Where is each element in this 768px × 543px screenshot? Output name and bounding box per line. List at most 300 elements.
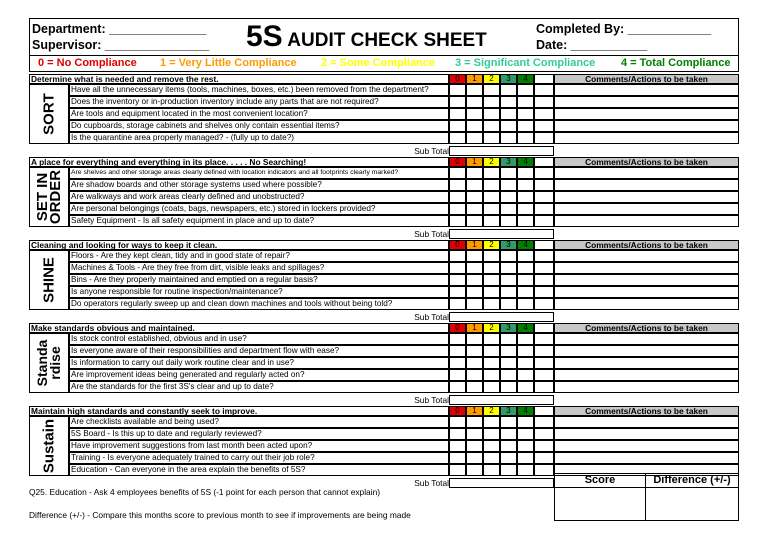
score-cell-0[interactable] — [449, 369, 466, 381]
score-extra-cell[interactable] — [534, 179, 554, 191]
score-cell-4[interactable] — [517, 369, 534, 381]
comments-header: Comments/Actions to be taken — [554, 323, 739, 333]
comments-header: Comments/Actions to be taken — [554, 157, 739, 167]
score-cell-2[interactable] — [483, 203, 500, 215]
score-cell-3[interactable] — [500, 464, 517, 476]
completed-by-field[interactable]: Completed By: ____________ — [536, 22, 712, 36]
section-name: SET IN ORDER — [34, 169, 64, 225]
score-extra-cell[interactable] — [534, 167, 554, 179]
score-extra-cell[interactable] — [534, 274, 554, 286]
checklist-row — [29, 333, 739, 345]
legend-item: 4 = Total Compliance — [621, 57, 731, 69]
comment-cell[interactable] — [554, 120, 739, 132]
score-cell-1[interactable] — [466, 286, 483, 298]
comments-header: Comments/Actions to be taken — [554, 74, 739, 84]
comments-header: Comments/Actions to be taken — [554, 406, 739, 416]
score-cell-3[interactable] — [500, 84, 517, 96]
score-extra-cell[interactable] — [534, 369, 554, 381]
comment-cell[interactable] — [554, 416, 739, 428]
score-cell-1[interactable] — [466, 464, 483, 476]
question-text: Is information to carry out daily work routine clear and in use? — [69, 357, 449, 369]
score-cell-0[interactable] — [449, 108, 466, 120]
score-cell-3[interactable] — [500, 132, 517, 144]
question-text: Are tools and equipment located in the most convenient location? — [69, 108, 449, 120]
difference-label: Difference (+/-) — [646, 474, 738, 488]
score-header-3: 3 — [500, 74, 517, 84]
score-extra-cell[interactable] — [534, 215, 554, 227]
comment-cell[interactable] — [554, 298, 739, 310]
checklist-row — [29, 84, 739, 96]
question-text: Have improvement suggestions from last month been acted upon? — [69, 440, 449, 452]
score-extra-cell[interactable] — [534, 120, 554, 132]
legend-item: 3 = Significant Compliance — [455, 57, 596, 69]
subtotal-row — [29, 146, 739, 156]
score-cell-3[interactable] — [500, 381, 517, 393]
q25-note: Q25. Education - Ask 4 employees benefits of 5S (-1 point for each person that cannot explain) — [29, 487, 381, 497]
score-cell-1[interactable] — [466, 132, 483, 144]
question-text: Do operators regularly sweep up and clean down machines and tools without being told? — [69, 298, 449, 310]
score-cell-2[interactable] — [483, 464, 500, 476]
question-text: Does the inventory or in-production inventory include any parts that are not required? — [69, 96, 449, 108]
comment-cell[interactable] — [554, 215, 739, 227]
score-header-1: 1 — [466, 240, 483, 250]
score-extra-cell[interactable] — [534, 96, 554, 108]
score-header-2: 2 — [483, 323, 500, 333]
question-text: Bins - Are they properly maintained and emptied on a regular basis? — [69, 274, 449, 286]
legend-item: 0 = No Compliance — [38, 57, 137, 69]
score-cell-3[interactable] — [500, 428, 517, 440]
score-cell-0[interactable] — [449, 120, 466, 132]
score-cell-0[interactable] — [449, 464, 466, 476]
comment-cell[interactable] — [554, 428, 739, 440]
score-cell-0[interactable] — [449, 132, 466, 144]
score-cell-0[interactable] — [449, 274, 466, 286]
checklist-row — [29, 440, 739, 452]
subtotal-label: Sub Total — [414, 478, 449, 488]
score-extra-cell[interactable] — [534, 345, 554, 357]
subtotal-label: Sub Total — [414, 395, 449, 405]
subtotal-label: Sub Total — [414, 229, 449, 239]
score-cell-0[interactable] — [449, 440, 466, 452]
score-cell-2[interactable] — [483, 250, 500, 262]
checklist-row — [29, 345, 739, 357]
checklist-row — [29, 203, 739, 215]
score-cell-1[interactable] — [466, 369, 483, 381]
score-header-4: 4 — [517, 406, 534, 416]
score-cell-2[interactable] — [483, 274, 500, 286]
score-cell-0[interactable] — [449, 262, 466, 274]
score-cell-3[interactable] — [500, 333, 517, 345]
score-cell-2[interactable] — [483, 179, 500, 191]
comment-cell[interactable] — [554, 452, 739, 464]
score-extra-cell[interactable] — [534, 452, 554, 464]
score-cell-0[interactable] — [449, 84, 466, 96]
score-cell-3[interactable] — [500, 96, 517, 108]
question-text: Are checklists available and being used? — [69, 416, 449, 428]
supervisor-field[interactable]: Supervisor: _______________ — [32, 38, 210, 52]
score-cell-4[interactable] — [517, 452, 534, 464]
question-text: 5S Board - Is this up to date and regularly reviewed? — [69, 428, 449, 440]
score-header-1: 1 — [466, 157, 483, 167]
checklist-row — [29, 120, 739, 132]
score-cell-1[interactable] — [466, 84, 483, 96]
score-cell-4[interactable] — [517, 381, 534, 393]
score-cell-2[interactable] — [483, 132, 500, 144]
score-header-2: 2 — [483, 240, 500, 250]
score-cell-1[interactable] — [466, 250, 483, 262]
question-text: Are personal belongings (coats, bags, newspapers, etc.) stored in lockers provided? — [69, 203, 449, 215]
question-text: Have all the unnecessary items (tools, machines, boxes, etc.) been removed from the department? — [69, 84, 449, 96]
section-name: Sustain — [40, 418, 58, 474]
legend-item: 2 = Some Compliance — [321, 57, 436, 69]
score-cell-1[interactable] — [466, 108, 483, 120]
score-header-0: 0 — [449, 323, 466, 333]
checklist-row — [29, 428, 739, 440]
checklist-row — [29, 452, 739, 464]
score-cell-1[interactable] — [466, 345, 483, 357]
score-box[interactable] — [554, 473, 646, 521]
subtotal-label: Sub Total — [414, 146, 449, 156]
checklist-row — [29, 286, 739, 298]
score-cell-1[interactable] — [466, 428, 483, 440]
score-cell-2[interactable] — [483, 333, 500, 345]
subtotal-row — [29, 395, 739, 405]
score-cell-3[interactable] — [500, 357, 517, 369]
score-cell-0[interactable] — [449, 179, 466, 191]
comment-cell[interactable] — [554, 84, 739, 96]
score-cell-2[interactable] — [483, 215, 500, 227]
score-cell-4[interactable] — [517, 440, 534, 452]
sheet-title — [246, 19, 487, 59]
comment-cell[interactable] — [554, 203, 739, 215]
score-cell-3[interactable] — [500, 120, 517, 132]
score-extra-cell[interactable] — [534, 381, 554, 393]
score-cell-3[interactable] — [500, 191, 517, 203]
comment-cell[interactable] — [554, 179, 739, 191]
checklist-row — [29, 262, 739, 274]
score-cell-2[interactable] — [483, 108, 500, 120]
section-heading-row — [29, 240, 739, 250]
score-extra-cell[interactable] — [534, 262, 554, 274]
score-cell-0[interactable] — [449, 452, 466, 464]
section-heading-row — [29, 74, 739, 84]
score-header-0: 0 — [449, 74, 466, 84]
question-text: Machines & Tools - Are they free from dirt, visible leaks and spillages? — [69, 262, 449, 274]
score-cell-1[interactable] — [466, 416, 483, 428]
score-cell-4[interactable] — [517, 120, 534, 132]
score-cell-2[interactable] — [483, 167, 500, 179]
score-cell-3[interactable] — [500, 345, 517, 357]
title-rest: AUDIT CHECK SHEET — [282, 30, 487, 51]
score-cell-1[interactable] — [466, 262, 483, 274]
score-extra-cell[interactable] — [534, 191, 554, 203]
score-cell-4[interactable] — [517, 215, 534, 227]
subtotal-field[interactable] — [449, 395, 554, 405]
score-cell-2[interactable] — [483, 416, 500, 428]
score-cell-0[interactable] — [449, 345, 466, 357]
comment-cell[interactable] — [554, 286, 739, 298]
score-cell-1[interactable] — [466, 191, 483, 203]
checklist-row — [29, 357, 739, 369]
checklist-row — [29, 179, 739, 191]
comment-cell[interactable] — [554, 357, 739, 369]
comment-cell[interactable] — [554, 191, 739, 203]
score-cell-1[interactable] — [466, 215, 483, 227]
score-cell-3[interactable] — [500, 286, 517, 298]
comment-cell[interactable] — [554, 381, 739, 393]
score-cell-0[interactable] — [449, 96, 466, 108]
question-text: Is the quarantine area properly managed? - (fully up to date?) — [69, 132, 449, 144]
score-cell-2[interactable] — [483, 286, 500, 298]
comment-cell[interactable] — [554, 262, 739, 274]
score-extra-cell[interactable] — [534, 132, 554, 144]
score-cell-3[interactable] — [500, 262, 517, 274]
checklist-row — [29, 132, 739, 144]
score-cell-3[interactable] — [500, 108, 517, 120]
score-header-4: 4 — [517, 157, 534, 167]
score-spacer — [534, 406, 554, 416]
score-cell-1[interactable] — [466, 357, 483, 369]
score-header-3: 3 — [500, 240, 517, 250]
score-cell-1[interactable] — [466, 179, 483, 191]
score-cell-0[interactable] — [449, 250, 466, 262]
checklist-row — [29, 108, 739, 120]
score-cell-0[interactable] — [449, 333, 466, 345]
score-cell-4[interactable] — [517, 250, 534, 262]
score-header-3: 3 — [500, 157, 517, 167]
score-cell-3[interactable] — [500, 274, 517, 286]
score-cell-2[interactable] — [483, 120, 500, 132]
score-cell-0[interactable] — [449, 381, 466, 393]
score-cell-1[interactable] — [466, 167, 483, 179]
score-cell-4[interactable] — [517, 96, 534, 108]
score-cell-0[interactable] — [449, 357, 466, 369]
score-cell-4[interactable] — [517, 203, 534, 215]
question-text: Training - Is everyone adequately trained to carry out their job role? — [69, 452, 449, 464]
score-cell-3[interactable] — [500, 452, 517, 464]
subtotal-field[interactable] — [449, 312, 554, 322]
score-cell-4[interactable] — [517, 108, 534, 120]
score-label: Score — [555, 474, 645, 488]
score-header-1: 1 — [466, 74, 483, 84]
score-header-3: 3 — [500, 323, 517, 333]
score-cell-4[interactable] — [517, 84, 534, 96]
score-cell-1[interactable] — [466, 274, 483, 286]
audit-sheet — [29, 18, 739, 521]
score-cell-2[interactable] — [483, 191, 500, 203]
score-extra-cell[interactable] — [534, 286, 554, 298]
score-cell-4[interactable] — [517, 464, 534, 476]
score-cell-4[interactable] — [517, 286, 534, 298]
score-cell-2[interactable] — [483, 262, 500, 274]
score-cell-1[interactable] — [466, 298, 483, 310]
legend-item: 1 = Very Little Compliance — [160, 57, 297, 69]
score-extra-cell[interactable] — [534, 464, 554, 476]
score-cell-1[interactable] — [466, 440, 483, 452]
score-extra-cell[interactable] — [534, 250, 554, 262]
score-cell-3[interactable] — [500, 203, 517, 215]
question-text: Safety Equipment - Is all safety equipment in place and up to date? — [69, 215, 449, 227]
comment-cell[interactable] — [554, 132, 739, 144]
difference-box[interactable] — [645, 473, 739, 521]
score-extra-cell[interactable] — [534, 416, 554, 428]
score-cell-1[interactable] — [466, 96, 483, 108]
score-extra-cell[interactable] — [534, 203, 554, 215]
checklist-row — [29, 298, 739, 310]
checklist-row — [29, 369, 739, 381]
question-text: Is everyone aware of their responsibilities and department flow with ease? — [69, 345, 449, 357]
score-cell-4[interactable] — [517, 333, 534, 345]
score-header-0: 0 — [449, 240, 466, 250]
checklist-row — [29, 191, 739, 203]
score-extra-cell[interactable] — [534, 84, 554, 96]
department-field[interactable]: Department: ______________ — [32, 22, 207, 36]
score-cell-4[interactable] — [517, 132, 534, 144]
section-heading: Determine what is needed and remove the rest. — [29, 74, 449, 84]
question-text: Are walkways and work areas clearly defined and unobstructed? — [69, 191, 449, 203]
score-cell-3[interactable] — [500, 250, 517, 262]
section-heading: Maintain high standards and constantly seek to improve. — [29, 406, 449, 416]
score-cell-2[interactable] — [483, 428, 500, 440]
section-heading: Cleaning and looking for ways to keep it clean. — [29, 240, 449, 250]
checklist-row — [29, 250, 739, 262]
comment-cell[interactable] — [554, 250, 739, 262]
score-cell-2[interactable] — [483, 452, 500, 464]
score-cell-3[interactable] — [500, 179, 517, 191]
score-cell-0[interactable] — [449, 167, 466, 179]
compliance-legend — [29, 56, 739, 72]
score-header-2: 2 — [483, 406, 500, 416]
checklist-row — [29, 215, 739, 227]
score-cell-2[interactable] — [483, 84, 500, 96]
title-5s: 5S — [246, 20, 283, 53]
score-cell-4[interactable] — [517, 428, 534, 440]
score-cell-1[interactable] — [466, 120, 483, 132]
question-text: Is stock control established, obvious and in use? — [69, 333, 449, 345]
score-extra-cell[interactable] — [534, 298, 554, 310]
score-cell-1[interactable] — [466, 203, 483, 215]
question-text: Education - Can everyone in the area explain the benefits of 5S? — [69, 464, 449, 476]
comment-cell[interactable] — [554, 440, 739, 452]
score-cell-0[interactable] — [449, 416, 466, 428]
score-cell-3[interactable] — [500, 369, 517, 381]
score-cell-2[interactable] — [483, 298, 500, 310]
sheet-header — [29, 18, 739, 56]
score-extra-cell[interactable] — [534, 333, 554, 345]
score-cell-4[interactable] — [517, 298, 534, 310]
question-text: Are shadow boards and other storage systems used where possible? — [69, 179, 449, 191]
score-header-0: 0 — [449, 157, 466, 167]
score-cell-4[interactable] — [517, 357, 534, 369]
score-cell-0[interactable] — [449, 428, 466, 440]
score-cell-4[interactable] — [517, 345, 534, 357]
comment-cell[interactable] — [554, 333, 739, 345]
score-cell-1[interactable] — [466, 381, 483, 393]
score-cell-2[interactable] — [483, 345, 500, 357]
subtotal-label: Sub Total — [414, 312, 449, 322]
score-cell-0[interactable] — [449, 215, 466, 227]
comment-cell[interactable] — [554, 369, 739, 381]
score-cell-2[interactable] — [483, 357, 500, 369]
score-header-1: 1 — [466, 406, 483, 416]
question-text: Floors - Are they kept clean, tidy and in good state of repair? — [69, 250, 449, 262]
score-cell-0[interactable] — [449, 298, 466, 310]
score-spacer — [534, 157, 554, 167]
subtotal-field[interactable] — [449, 229, 554, 239]
section-heading-row — [29, 406, 739, 416]
score-cell-3[interactable] — [500, 440, 517, 452]
score-extra-cell[interactable] — [534, 108, 554, 120]
score-cell-3[interactable] — [500, 298, 517, 310]
score-cell-2[interactable] — [483, 381, 500, 393]
subtotal-field[interactable] — [449, 146, 554, 156]
score-cell-2[interactable] — [483, 369, 500, 381]
score-extra-cell[interactable] — [534, 440, 554, 452]
score-spacer — [534, 240, 554, 250]
score-cell-3[interactable] — [500, 215, 517, 227]
section-name: SORT — [40, 93, 58, 135]
comment-cell[interactable] — [554, 167, 739, 179]
question-text: Are shelves and other storage areas clearly defined with location indicators and all footprints clearly marked? — [69, 167, 449, 179]
checklist-row — [29, 416, 739, 428]
score-cell-1[interactable] — [466, 452, 483, 464]
score-cell-0[interactable] — [449, 286, 466, 298]
checklist-row — [29, 96, 739, 108]
score-cell-3[interactable] — [500, 416, 517, 428]
score-cell-4[interactable] — [517, 274, 534, 286]
score-extra-cell[interactable] — [534, 357, 554, 369]
score-extra-cell[interactable] — [534, 428, 554, 440]
subtotal-row — [29, 229, 739, 239]
score-header-4: 4 — [517, 240, 534, 250]
score-header-4: 4 — [517, 323, 534, 333]
score-cell-3[interactable] — [500, 167, 517, 179]
checklist-row — [29, 167, 739, 179]
comment-cell[interactable] — [554, 274, 739, 286]
difference-note: Difference (+/-) - Compare this months score to previous month to see if improvements are being made — [29, 510, 411, 520]
subtotal-row — [29, 312, 739, 322]
question-text: Is anyone responsible for routine inspection/maintenance? — [69, 286, 449, 298]
score-cell-4[interactable] — [517, 191, 534, 203]
date-field[interactable]: Date: ___________ — [536, 38, 648, 52]
question-text: Are the standards for the first 3S's clear and up to date? — [69, 381, 449, 393]
section-name: Standa rdise — [34, 339, 63, 387]
score-cell-0[interactable] — [449, 191, 466, 203]
question-text: Are improvement ideas being generated and regularly acted on? — [69, 369, 449, 381]
comment-cell[interactable] — [554, 108, 739, 120]
score-spacer — [534, 323, 554, 333]
score-cell-0[interactable] — [449, 203, 466, 215]
score-header-4: 4 — [517, 74, 534, 84]
comment-cell[interactable] — [554, 345, 739, 357]
score-header-2: 2 — [483, 157, 500, 167]
section-heading: A place for everything and everything in its place. . . . . No Searching! — [29, 157, 449, 167]
score-cell-2[interactable] — [483, 96, 500, 108]
score-header-1: 1 — [466, 323, 483, 333]
score-cell-2[interactable] — [483, 440, 500, 452]
score-cell-4[interactable] — [517, 416, 534, 428]
score-cell-4[interactable] — [517, 167, 534, 179]
subtotal-field[interactable] — [449, 478, 554, 488]
comment-cell[interactable] — [554, 96, 739, 108]
score-header-3: 3 — [500, 406, 517, 416]
checklist-row — [29, 274, 739, 286]
section-heading-row — [29, 323, 739, 333]
section-heading: Make standards obvious and maintained. — [29, 323, 449, 333]
score-cell-1[interactable] — [466, 333, 483, 345]
score-cell-4[interactable] — [517, 179, 534, 191]
score-cell-4[interactable] — [517, 262, 534, 274]
